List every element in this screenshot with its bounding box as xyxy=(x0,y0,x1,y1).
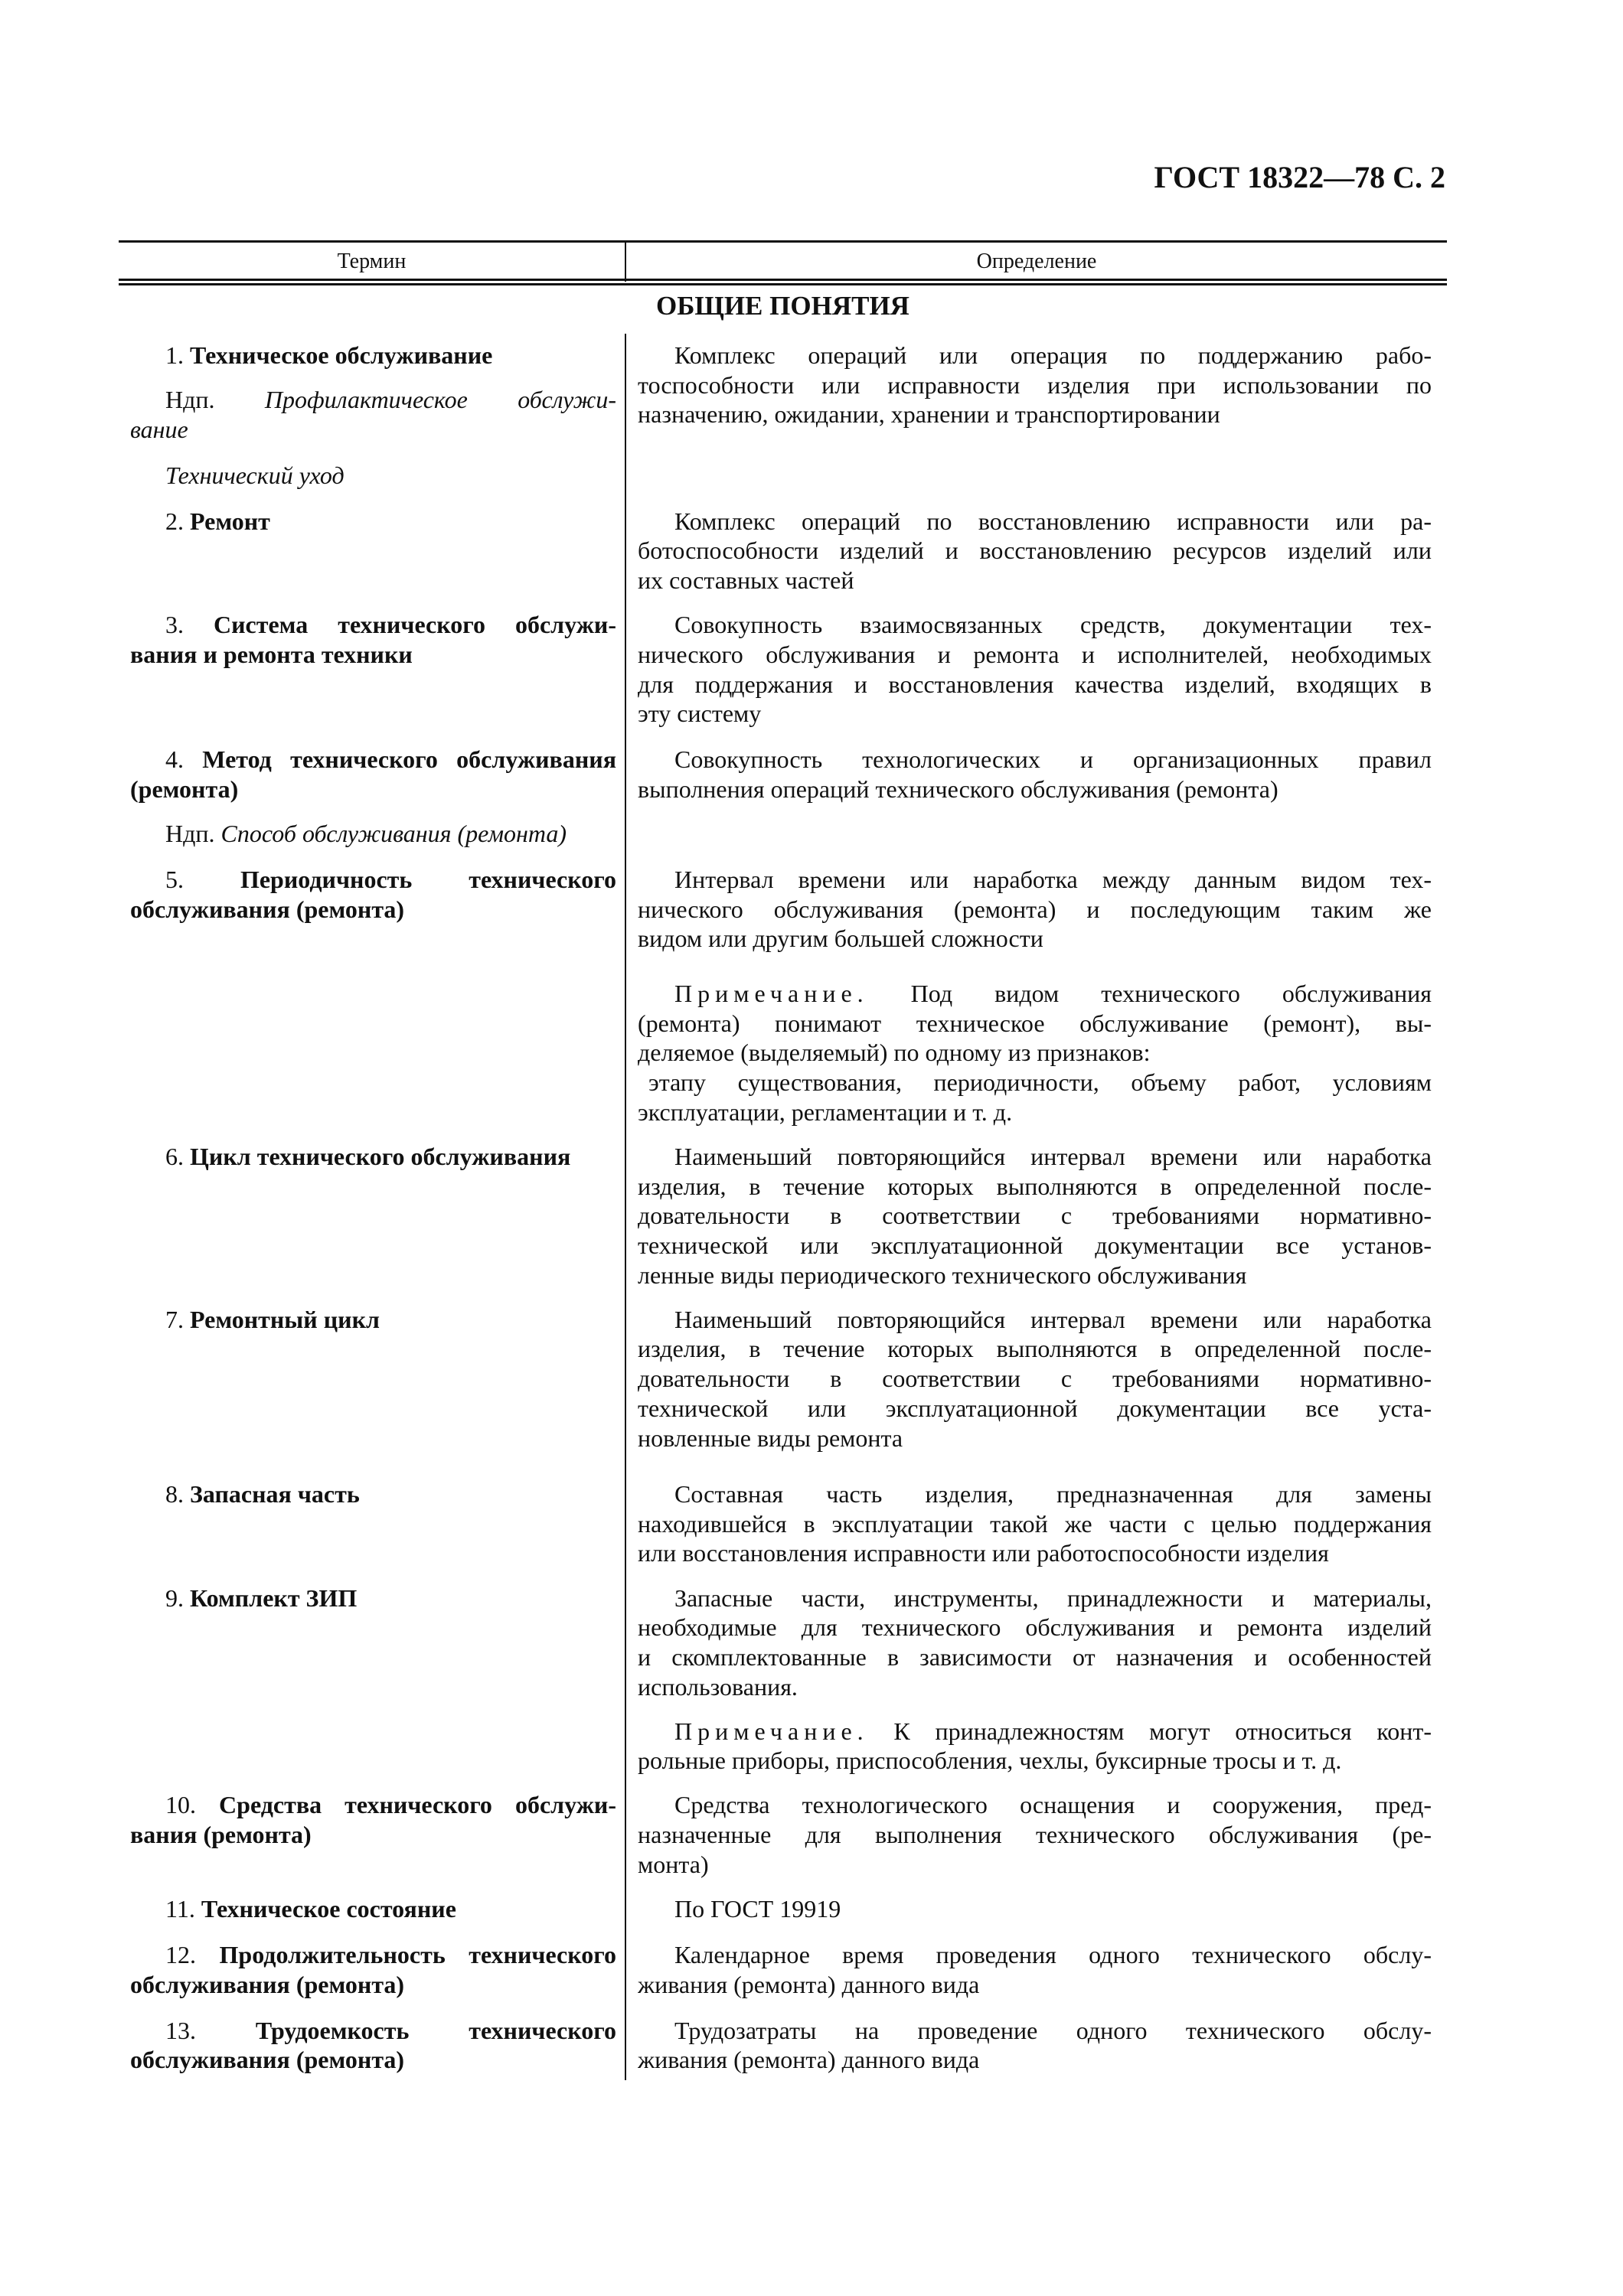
column-divider xyxy=(625,334,626,2080)
deprecated-prefix: Ндп. xyxy=(165,386,215,414)
term-text: Цикл технического обслуживания xyxy=(190,1142,571,1170)
term-line xyxy=(130,2016,616,2046)
definition-line xyxy=(638,1334,1432,1364)
definition-text: К принадлежностям могут относиться конт- xyxy=(893,1717,1432,1745)
definition-cell xyxy=(638,507,1432,595)
definition-cell xyxy=(638,610,1432,729)
definition-line xyxy=(638,1894,1432,1924)
definition-line xyxy=(638,1479,1432,1509)
term-text: Периодичность технического xyxy=(240,866,616,894)
term-line xyxy=(130,385,616,415)
definition-text: Календарное время проведения одного технического обслу- xyxy=(674,1940,1432,1968)
definition-text: эксплуатации, регламентации и т. д. xyxy=(638,1097,1013,1126)
term-cell xyxy=(130,1894,616,1924)
term-text: Техническое состояние xyxy=(201,1894,456,1923)
definition-line xyxy=(638,2045,1432,2075)
note-label: Примечание. xyxy=(674,980,869,1008)
definition-text: Запасные части, инструменты, принадлежности и материалы, xyxy=(674,1583,1432,1612)
table-top-rule xyxy=(119,240,1447,243)
synonym-cell xyxy=(130,461,616,491)
definition-text: Комплекс операций по восстановлению исправности или ра- xyxy=(674,507,1432,535)
definition-cell xyxy=(638,1479,1432,1568)
deprecated-prefix: Ндп. xyxy=(165,820,215,848)
term-cell xyxy=(130,1790,616,1849)
term-cell xyxy=(130,1142,616,1172)
definition-line xyxy=(638,1509,1432,1539)
definition-text: тоспособности или исправности изделия при использовании по xyxy=(638,370,1432,399)
term-line xyxy=(130,640,616,670)
term-text: Техническое обслуживание xyxy=(190,341,493,370)
definition-cell xyxy=(638,1940,1432,1999)
term-cell xyxy=(130,1305,616,1335)
definition-line xyxy=(638,1305,1432,1335)
definition-line xyxy=(638,699,1432,729)
definition-line xyxy=(638,1583,1432,1613)
definition-line xyxy=(638,536,1432,566)
term-line xyxy=(130,1479,616,1509)
definition-text: нического обслуживания (ремонта) и последующим таким же xyxy=(638,895,1432,923)
definition-text: находившейся в эксплуатации такой же части с целью поддержания xyxy=(638,1509,1432,1538)
definition-text: эту систему xyxy=(638,700,762,728)
term-line xyxy=(130,775,616,804)
definition-line xyxy=(638,1364,1432,1394)
definition-text: живания (ремонта) данного вида xyxy=(638,1970,980,1998)
definition-line xyxy=(638,775,1432,804)
section-title: ОБЩИЕ ПОНЯТИЯ xyxy=(656,291,909,321)
term-number: 11. xyxy=(165,1894,195,1923)
definition-cell xyxy=(638,1790,1432,1879)
definition-line xyxy=(638,1142,1432,1172)
term-text: (ремонта) xyxy=(130,775,239,803)
term-number: 13. xyxy=(165,2016,196,2044)
definition-line xyxy=(638,1231,1432,1261)
term-cell xyxy=(130,1583,616,1613)
definition-cell xyxy=(638,1894,1432,1924)
term-cell xyxy=(130,1940,616,1999)
definition-text: этапу существования, периодичности, объему работ, условиям xyxy=(648,1068,1432,1097)
definition-line xyxy=(638,1068,1432,1097)
term-number: 2. xyxy=(165,507,184,535)
term-text: Продолжительность технического xyxy=(219,1940,616,1968)
page-header: ГОСТ 18322—78 С. 2 xyxy=(1154,160,1445,194)
term-text: вания и ремонта техники xyxy=(130,640,413,668)
synonym-text: Технический уход xyxy=(165,461,345,489)
note-cell xyxy=(638,979,1432,1127)
term-line xyxy=(130,507,616,536)
term-number: 3. xyxy=(165,611,184,639)
definition-text: Наименьший повторяющийся интервал времени или наработка xyxy=(674,1142,1432,1170)
term-text: Ремонт xyxy=(190,507,270,535)
definition-line xyxy=(638,1970,1432,2000)
term-number: 12. xyxy=(165,1940,196,1968)
definition-line xyxy=(638,1820,1432,1850)
definition-text: их составных частей xyxy=(638,566,854,595)
definition-text: и скомплектованные в зависимости от назначения и особенностей xyxy=(638,1642,1432,1671)
definition-line xyxy=(638,1172,1432,1202)
term-cell xyxy=(130,745,616,804)
definition-text: технической или эксплуатационной документации все уста- xyxy=(638,1394,1432,1422)
definition-text: Совокупность технологических и организационных правил xyxy=(674,745,1432,774)
synonym-cell xyxy=(130,819,616,849)
term-text: Трудоемкость технического xyxy=(255,2016,616,2044)
definition-text: для поддержания и восстановления качества изделий, входящих в xyxy=(638,670,1432,698)
definition-text: рольные приборы, приспособления, чехлы, буксирные тросы и т. д. xyxy=(638,1746,1342,1775)
term-text: вания (ремонта) xyxy=(130,1821,312,1849)
definition-line xyxy=(638,924,1432,954)
term-text: обслуживания (ремонта) xyxy=(130,2046,405,2074)
term-number: 8. xyxy=(165,1480,184,1508)
term-line xyxy=(130,895,616,925)
definition-text: видом или другим большей сложности xyxy=(638,925,1043,953)
synonym-text: Способ обслуживания (ремонта) xyxy=(220,820,567,848)
definition-text: Трудозатраты на проведение одного технического обслу- xyxy=(674,2016,1432,2044)
term-text: Ремонтный цикл xyxy=(190,1305,380,1333)
term-line xyxy=(130,865,616,895)
term-number: 6. xyxy=(165,1142,184,1170)
definition-text: Наименьший повторяющийся интервал времени или наработка xyxy=(674,1305,1432,1333)
term-line xyxy=(130,1894,616,1924)
definition-line xyxy=(638,370,1432,400)
definition-text: ботоспособности изделий и восстановлению ресурсов изделий или xyxy=(638,536,1432,565)
term-text: обслуживания (ремонта) xyxy=(130,895,405,923)
term-number: 10. xyxy=(165,1791,196,1819)
term-cell xyxy=(130,865,616,924)
definition-line xyxy=(638,979,1432,1009)
definition-line xyxy=(638,1261,1432,1290)
definition-text: (ремонта) понимают техническое обслуживание (ремонт), вы- xyxy=(638,1009,1432,1037)
header-double-rule-bottom xyxy=(119,283,1447,285)
definition-line xyxy=(638,640,1432,670)
note-cell xyxy=(638,1717,1432,1776)
term-line xyxy=(130,1970,616,2000)
term-number: 9. xyxy=(165,1583,184,1612)
definition-line xyxy=(638,1746,1432,1776)
synonym-text: вание xyxy=(130,415,188,443)
definition-text: живания (ремонта) данного вида xyxy=(638,2046,980,2074)
definition-line xyxy=(638,1097,1432,1127)
definition-line xyxy=(638,1201,1432,1231)
term-text: Комплект ЗИП xyxy=(190,1583,358,1612)
term-line xyxy=(130,1305,616,1335)
definition-text: нического обслуживания и ремонта и исполнителей, необходимых xyxy=(638,640,1432,668)
definition-line xyxy=(638,895,1432,925)
definition-line xyxy=(638,1642,1432,1672)
definition-text: новленные виды ремонта xyxy=(638,1424,903,1452)
synonym-text: Профилактическое обслужи- xyxy=(264,386,616,414)
term-cell xyxy=(130,2016,616,2075)
definition-cell xyxy=(638,1305,1432,1453)
term-text: Средства технического обслужи- xyxy=(219,1791,616,1819)
definition-text: изделия, в течение которых выполняются в определенной после- xyxy=(638,1335,1432,1363)
term-cell xyxy=(130,610,616,669)
term-line xyxy=(130,461,616,491)
term-line xyxy=(130,415,616,445)
definition-line xyxy=(638,1424,1432,1453)
definition-line xyxy=(638,341,1432,370)
definition-text: технической или эксплуатационной документации все установ- xyxy=(638,1231,1432,1259)
term-line xyxy=(130,1790,616,1820)
term-line xyxy=(130,610,616,640)
definition-cell xyxy=(638,1583,1432,1702)
definition-cell xyxy=(638,865,1432,954)
definition-cell xyxy=(638,2016,1432,2075)
term-line xyxy=(130,1583,616,1613)
definition-text: Комплекс операций или операция по поддержанию рабо- xyxy=(674,341,1432,370)
term-line xyxy=(130,1820,616,1850)
column-header-term: Термин xyxy=(337,249,407,273)
term-line xyxy=(130,2045,616,2075)
definition-line xyxy=(638,507,1432,536)
synonym-cell xyxy=(130,385,616,444)
term-line xyxy=(130,341,616,370)
term-cell xyxy=(130,341,616,370)
definition-line xyxy=(638,566,1432,595)
definition-line xyxy=(638,670,1432,700)
term-line xyxy=(130,1940,616,1970)
header-double-rule-top xyxy=(119,279,1447,281)
definition-text: довательности в соответствии с требованиями нормативно- xyxy=(638,1202,1432,1230)
definition-text: или восстановления исправности или работоспособности изделия xyxy=(638,1539,1329,1567)
definition-line xyxy=(638,2016,1432,2046)
definition-text: По ГОСТ 19919 xyxy=(674,1894,841,1923)
term-line xyxy=(130,745,616,775)
definition-line xyxy=(638,1717,1432,1746)
definition-text: Составная часть изделия, предназначенная для замены xyxy=(674,1480,1432,1508)
term-text: Запасная часть xyxy=(190,1480,360,1508)
note-label: Примечание. xyxy=(674,1717,869,1745)
definition-line xyxy=(638,745,1432,775)
definition-line xyxy=(638,1009,1432,1039)
definition-text: изделия, в течение которых выполняются в определенной после- xyxy=(638,1172,1432,1200)
term-number: 1. xyxy=(165,341,184,370)
definition-line xyxy=(638,1613,1432,1642)
definition-text: деляемое (выделяемый) по одному из признаков: xyxy=(638,1039,1151,1067)
definition-line xyxy=(638,1850,1432,1880)
term-cell xyxy=(130,1479,616,1509)
definition-text: назначению, ожидании, хранении и транспортировании xyxy=(638,400,1220,429)
definition-line xyxy=(638,1672,1432,1702)
term-number: 5. xyxy=(165,866,184,894)
term-text: обслуживания (ремонта) xyxy=(130,1970,405,1998)
definition-line xyxy=(638,1790,1432,1820)
definition-text: ленные виды периодического технического обслуживания xyxy=(638,1261,1247,1289)
definition-cell xyxy=(638,745,1432,804)
definition-text: монта) xyxy=(638,1850,709,1878)
definition-line xyxy=(638,1394,1432,1424)
column-header-definition: Определение xyxy=(976,249,1097,273)
definition-text: Под видом технического обслуживания xyxy=(910,980,1432,1008)
term-line xyxy=(130,819,616,849)
definition-line xyxy=(638,1538,1432,1568)
definition-text: Совокупность взаимосвязанных средств, документации тех- xyxy=(674,611,1432,639)
definition-line xyxy=(638,400,1432,429)
term-text: Система технического обслужи- xyxy=(214,611,616,639)
definition-line xyxy=(638,1940,1432,1970)
definition-text: использования. xyxy=(638,1672,798,1701)
definition-text: Средства технологического оснащения и сооружения, пред- xyxy=(674,1791,1432,1819)
definition-line xyxy=(638,865,1432,895)
definition-text: Интервал времени или наработка между данным видом тех- xyxy=(674,866,1432,894)
definition-line xyxy=(638,1038,1432,1068)
term-cell xyxy=(130,507,616,536)
term-line xyxy=(130,1142,616,1172)
definition-cell xyxy=(638,341,1432,429)
term-text: Метод технического обслуживания xyxy=(202,745,616,774)
term-number: 4. xyxy=(165,745,184,774)
definition-text: необходимые для технического обслуживания и ремонта изделий xyxy=(638,1613,1432,1642)
definition-text: довательности в соответствии с требованиями нормативно- xyxy=(638,1365,1432,1393)
definition-line xyxy=(638,610,1432,640)
definition-text: назначенные для выполнения технического обслуживания (ре- xyxy=(638,1821,1432,1849)
definition-cell xyxy=(638,1142,1432,1290)
definition-text: выполнения операций технического обслуживания (ремонта) xyxy=(638,775,1278,803)
term-number: 7. xyxy=(165,1305,184,1333)
